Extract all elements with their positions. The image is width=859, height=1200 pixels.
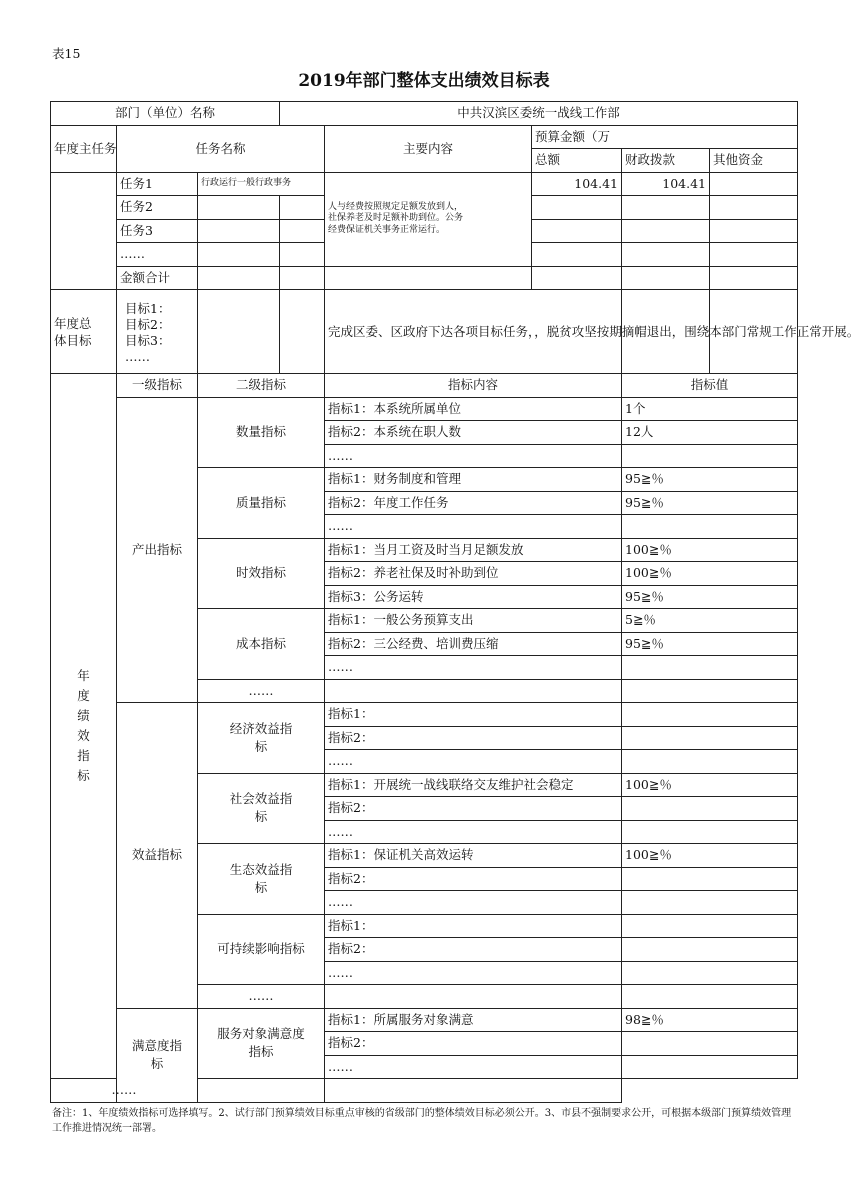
indicator-content: …… <box>325 515 622 539</box>
timeliness-indicator-label: 时效指标 <box>198 538 325 609</box>
indicator-value <box>622 703 798 727</box>
indicator-value: 100≧％ <box>622 562 798 586</box>
value-header: 指标值 <box>622 374 798 398</box>
indicator-value <box>622 515 798 539</box>
social-indicator-label: 社会效益指标 <box>198 773 325 844</box>
quantity-indicator-label: 数量指标 <box>198 397 325 468</box>
goal-item: 目标2： <box>125 317 171 332</box>
performance-target-table <box>50 101 859 1103</box>
indicator-content: 指标2： <box>325 726 622 750</box>
cost-indicator-label: 成本指标 <box>198 609 325 680</box>
indicator-value <box>622 891 798 915</box>
indicator-content: 指标3：公务运转 <box>325 585 622 609</box>
indicator-value <box>622 726 798 750</box>
indicator-value <box>622 1032 798 1056</box>
indicator-value <box>622 820 798 844</box>
goal-item: …… <box>125 349 150 364</box>
task-name <box>198 219 280 243</box>
indicator-value <box>622 1055 798 1079</box>
satisfaction-more: …… <box>51 1079 198 1103</box>
output-more: …… <box>198 679 325 703</box>
level2-header: 二级指标 <box>198 374 325 398</box>
task-total: 104.41 <box>532 172 622 196</box>
indicator-value: 100≧％ <box>622 844 798 868</box>
indicator-value <box>622 914 798 938</box>
task-sum-label: 金额合计 <box>117 266 198 290</box>
goal-item: 目标1： <box>125 301 171 316</box>
task-other <box>710 172 798 196</box>
other-header: 其他资金 <box>710 149 798 173</box>
economic-indicator-label: 经济效益指标 <box>198 703 325 774</box>
task-name <box>198 243 280 267</box>
indicator-content: 指标2：三公经费、培训费压缩 <box>325 632 622 656</box>
indicator-content: 指标1： <box>325 703 622 727</box>
indicator-value: 12人 <box>622 421 798 445</box>
indicator-content: 指标1：开展统一战线联络交友维护社会稳定 <box>325 773 622 797</box>
indicator-value: 100≧％ <box>622 538 798 562</box>
indicator-content: …… <box>325 891 622 915</box>
output-indicator-label: 产出指标 <box>117 397 198 703</box>
benefit-indicator-label: 效益指标 <box>117 703 198 1009</box>
task-label: 任务2 <box>117 196 198 220</box>
quality-indicator-label: 质量指标 <box>198 468 325 539</box>
level1-header: 一级指标 <box>117 374 198 398</box>
indicator-value <box>622 444 798 468</box>
page-title: 2019年部门整体支出绩效目标表 <box>298 71 550 91</box>
indicator-content: 指标1：本系统所属单位 <box>325 397 622 421</box>
task-name <box>198 196 280 220</box>
task-content-line: 社保养老及时足额补助到位。公务 <box>328 213 464 224</box>
indicator-content: 指标2：年度工作任务 <box>325 491 622 515</box>
task-content-line: 人与经费按照规定足额发放到人， <box>328 202 464 213</box>
indicator-content: 指标1：财务制度和管理 <box>325 468 622 492</box>
sustainable-indicator-label: 可持续影响指标 <box>198 914 325 985</box>
task-label: 任务3 <box>117 219 198 243</box>
fiscal-header: 财政拨款 <box>622 149 710 173</box>
page-code: 表15 <box>52 46 81 61</box>
indicator-content: …… <box>325 1055 622 1079</box>
indicator-content: …… <box>325 820 622 844</box>
indicator-value: 100≧％ <box>622 773 798 797</box>
indicator-content: 指标1：一般公务预算支出 <box>325 609 622 633</box>
goal-list <box>117 290 198 374</box>
main-content-header: 主要内容 <box>325 125 532 172</box>
indicator-content: …… <box>325 444 622 468</box>
indicator-value: 1个 <box>622 397 798 421</box>
indicator-content: 指标1：当月工资及时当月足额发放 <box>325 538 622 562</box>
indicator-content: …… <box>325 961 622 985</box>
task-main-content <box>325 172 532 266</box>
budget-amount-header: 预算金额（万 <box>532 125 798 149</box>
indicator-content: 指标2： <box>325 938 622 962</box>
indicator-value <box>622 961 798 985</box>
annual-goal-label: 年度总体目标 <box>51 290 117 374</box>
indicator-value <box>622 797 798 821</box>
task-label: …… <box>117 243 198 267</box>
annual-goal-text: 完成区委、区政府下达各项目标任务，，脱贫攻坚按期摘帽退出，围绕本部门常规工作正常开展。 <box>325 290 622 374</box>
indicator-content: …… <box>325 750 622 774</box>
task-group-cell <box>51 172 117 290</box>
footnote: 备注：1、年度绩效指标可选择填写。2、试行部门预算绩效目标重点审核的省级部门的整体绩效目标必须公开。3、市县不强制要求公开，可根据本级部门预算绩效管理工作推进情况统一部署。 <box>52 1108 792 1134</box>
indicator-content: …… <box>325 656 622 680</box>
dept-value: 中共汉滨区委统一战线工作部 <box>280 102 798 126</box>
total-header: 总额 <box>532 149 622 173</box>
indicator-value: 95≧％ <box>622 585 798 609</box>
service-satisfaction-label: 服务对象满意度指标 <box>198 1008 325 1079</box>
task-name-header: 任务名称 <box>117 125 325 172</box>
task-name: 行政运行一般行政事务 <box>198 172 325 196</box>
satisfaction-indicator-label: 满意度指标 <box>117 1008 198 1102</box>
indicator-value: 95≧％ <box>622 491 798 515</box>
task-fiscal: 104.41 <box>622 172 710 196</box>
indicator-content: 指标2：养老社保及时补助到位 <box>325 562 622 586</box>
goal-item: 目标3： <box>125 333 171 348</box>
indicator-value: 98≧％ <box>622 1008 798 1032</box>
annual-task-header: 年度主任务 <box>51 125 117 172</box>
task-label: 任务1 <box>117 172 198 196</box>
indicator-value <box>622 750 798 774</box>
indicator-value <box>622 867 798 891</box>
ecological-indicator-label: 生态效益指标 <box>198 844 325 915</box>
indicator-content: 指标1： <box>325 914 622 938</box>
indicator-value: 5≧％ <box>622 609 798 633</box>
indicator-content: 指标1：保证机关高效运转 <box>325 844 622 868</box>
indicator-value: 95≧％ <box>622 632 798 656</box>
indicator-content: 指标2： <box>325 797 622 821</box>
indicator-value <box>622 656 798 680</box>
indicator-content: 指标2： <box>325 867 622 891</box>
benefit-more: …… <box>198 985 325 1009</box>
indicator-value: 95≧％ <box>622 468 798 492</box>
indicator-value <box>622 938 798 962</box>
indicator-content: 指标1：所属服务对象满意 <box>325 1008 622 1032</box>
indicator-content: 指标2：本系统在职人数 <box>325 421 622 445</box>
dept-label: 部门（单位）名称 <box>51 102 280 126</box>
annual-perf-label: 年度绩效指标 <box>51 374 117 1079</box>
content-header: 指标内容 <box>325 374 622 398</box>
task-content-line: 经费保证机关事务正常运行。 <box>328 224 446 235</box>
indicator-content: 指标2： <box>325 1032 622 1056</box>
